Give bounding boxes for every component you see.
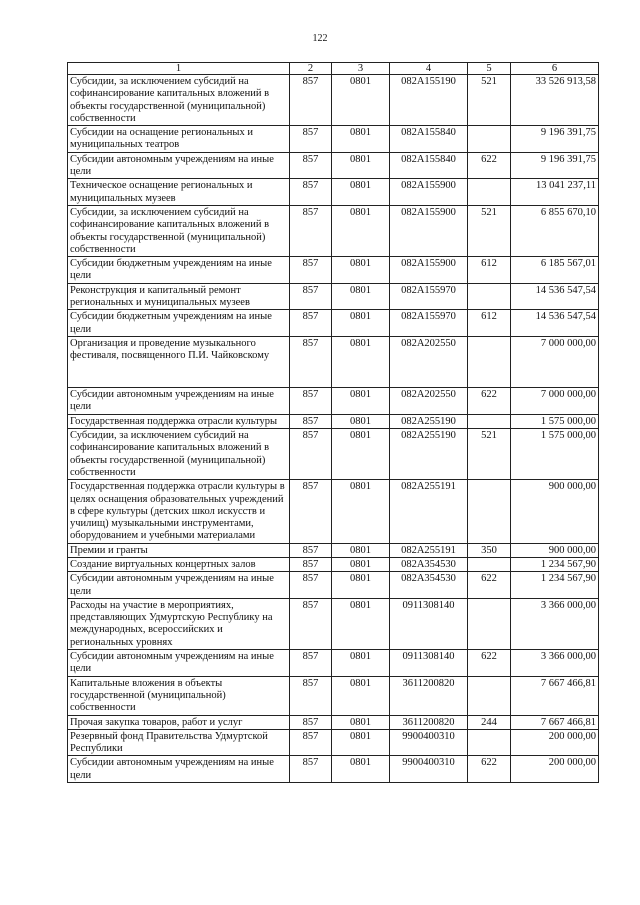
- section-code-cell: 0801: [332, 557, 390, 571]
- expense-name-cell: Капитальные вложения в объекты государственной (муниципальной) собственности: [68, 676, 290, 715]
- expense-name-cell: Премии и гранты: [68, 543, 290, 557]
- section-code-cell: 0801: [332, 543, 390, 557]
- expense-type-cell: 244: [468, 715, 511, 729]
- expense-name-cell: Субсидии автономным учреждениям на иные цели: [68, 756, 290, 783]
- target-article-cell: 082A202550: [390, 388, 468, 415]
- department-code-cell: 857: [290, 480, 332, 543]
- department-code-cell: 857: [290, 572, 332, 599]
- expense-type-cell: 622: [468, 572, 511, 599]
- expense-name-cell: Резервный фонд Правительства Удмуртской Республики: [68, 729, 290, 756]
- amount-cell: 3 366 000,00: [511, 598, 599, 649]
- department-code-cell: 857: [290, 414, 332, 428]
- table-row: [68, 650, 599, 677]
- amount-cell: 14 536 547,54: [511, 283, 599, 310]
- table-row: [68, 414, 599, 428]
- expense-type-cell: 622: [468, 152, 511, 179]
- amount-cell: 7 667 466,81: [511, 676, 599, 715]
- expense-type-cell: 521: [468, 429, 511, 480]
- table-row: [68, 572, 599, 599]
- department-code-cell: 857: [290, 715, 332, 729]
- section-code-cell: 0801: [332, 429, 390, 480]
- target-article-cell: 0911308140: [390, 598, 468, 649]
- table-row: [68, 543, 599, 557]
- amount-cell: 9 196 391,75: [511, 152, 599, 179]
- expense-name-cell: Организация и проведение музыкального фестиваля, посвященного П.И. Чайковскому: [68, 336, 290, 387]
- department-code-cell: 857: [290, 729, 332, 756]
- amount-cell: 900 000,00: [511, 543, 599, 557]
- section-code-cell: 0801: [332, 283, 390, 310]
- expense-type-cell: [468, 283, 511, 310]
- department-code-cell: 857: [290, 257, 332, 284]
- target-article-cell: 082A255191: [390, 480, 468, 543]
- table-row: [68, 388, 599, 415]
- table-row: [68, 283, 599, 310]
- column-header-5: 5: [468, 63, 511, 75]
- target-article-cell: 0911308140: [390, 650, 468, 677]
- department-code-cell: 857: [290, 557, 332, 571]
- target-article-cell: 3611200820: [390, 676, 468, 715]
- section-code-cell: 0801: [332, 598, 390, 649]
- expense-name-cell: Субсидии бюджетным учреждениям на иные цели: [68, 257, 290, 284]
- amount-cell: 1 575 000,00: [511, 429, 599, 480]
- table-row: [68, 715, 599, 729]
- amount-cell: 200 000,00: [511, 756, 599, 783]
- expense-name-cell: Расходы на участие в мероприятиях, представляющих Удмуртскую Республику на международных, всероссийских и региональных уровнях: [68, 598, 290, 649]
- section-code-cell: 0801: [332, 310, 390, 337]
- page-number: 122: [312, 33, 328, 44]
- expense-type-cell: 612: [468, 310, 511, 337]
- expense-type-cell: [468, 336, 511, 387]
- amount-cell: 1 234 567,90: [511, 572, 599, 599]
- expense-name-cell: Техническое оснащение региональных и муниципальных музеев: [68, 179, 290, 206]
- section-code-cell: 0801: [332, 756, 390, 783]
- department-code-cell: 857: [290, 205, 332, 256]
- table-row: [68, 557, 599, 571]
- target-article-cell: 082A155970: [390, 310, 468, 337]
- expense-type-cell: 622: [468, 650, 511, 677]
- department-code-cell: 857: [290, 429, 332, 480]
- budget-table: [67, 62, 599, 783]
- column-header-6: 6: [511, 63, 599, 75]
- column-header-2: 2: [290, 63, 332, 75]
- table-row: [68, 756, 599, 783]
- department-code-cell: 857: [290, 756, 332, 783]
- expense-name-cell: Субсидии автономным учреждениям на иные цели: [68, 572, 290, 599]
- expense-type-cell: 350: [468, 543, 511, 557]
- target-article-cell: 082A155900: [390, 205, 468, 256]
- target-article-cell: 082A255191: [390, 543, 468, 557]
- column-header-1: 1: [68, 63, 290, 75]
- expense-name-cell: Субсидии бюджетным учреждениям на иные цели: [68, 310, 290, 337]
- table-row: [68, 480, 599, 543]
- expense-name-cell: Создание виртуальных концертных залов: [68, 557, 290, 571]
- amount-cell: 33 526 913,58: [511, 75, 599, 126]
- section-code-cell: 0801: [332, 729, 390, 756]
- section-code-cell: 0801: [332, 152, 390, 179]
- expense-type-cell: 622: [468, 756, 511, 783]
- target-article-cell: 082A354530: [390, 557, 468, 571]
- section-code-cell: 0801: [332, 388, 390, 415]
- expense-name-cell: Прочая закупка товаров, работ и услуг: [68, 715, 290, 729]
- table-row: [68, 729, 599, 756]
- expense-name-cell: Субсидии на оснащение региональных и муниципальных театров: [68, 126, 290, 153]
- target-article-cell: 082A155840: [390, 152, 468, 179]
- department-code-cell: 857: [290, 179, 332, 206]
- section-code-cell: 0801: [332, 650, 390, 677]
- section-code-cell: 0801: [332, 676, 390, 715]
- amount-cell: 7 667 466,81: [511, 715, 599, 729]
- table-row: [68, 310, 599, 337]
- department-code-cell: 857: [290, 126, 332, 153]
- table-header-row: [68, 63, 599, 75]
- department-code-cell: 857: [290, 283, 332, 310]
- expense-name-cell: Государственная поддержка отрасли культуры: [68, 414, 290, 428]
- expense-name-cell: Субсидии, за исключением субсидий на софинансирование капитальных вложений в объекты государственной (муниципальной) собственности: [68, 205, 290, 256]
- expense-type-cell: [468, 676, 511, 715]
- department-code-cell: 857: [290, 336, 332, 387]
- section-code-cell: 0801: [332, 126, 390, 153]
- expense-type-cell: 612: [468, 257, 511, 284]
- target-article-cell: 082A354530: [390, 572, 468, 599]
- section-code-cell: 0801: [332, 257, 390, 284]
- department-code-cell: 857: [290, 75, 332, 126]
- amount-cell: 6 185 567,01: [511, 257, 599, 284]
- amount-cell: 900 000,00: [511, 480, 599, 543]
- table-row: [68, 205, 599, 256]
- table-row: [68, 152, 599, 179]
- expense-type-cell: 521: [468, 205, 511, 256]
- amount-cell: 7 000 000,00: [511, 388, 599, 415]
- department-code-cell: 857: [290, 152, 332, 179]
- amount-cell: 200 000,00: [511, 729, 599, 756]
- expense-name-cell: Субсидии автономным учреждениям на иные цели: [68, 388, 290, 415]
- expense-name-cell: Субсидии, за исключением субсидий на софинансирование капитальных вложений в объекты государственной (муниципальной) собственности: [68, 429, 290, 480]
- target-article-cell: 082A155840: [390, 126, 468, 153]
- table-row: [68, 676, 599, 715]
- department-code-cell: 857: [290, 388, 332, 415]
- section-code-cell: 0801: [332, 480, 390, 543]
- column-header-3: 3: [332, 63, 390, 75]
- expense-name-cell: Субсидии автономным учреждениям на иные цели: [68, 152, 290, 179]
- amount-cell: 7 000 000,00: [511, 336, 599, 387]
- expense-type-cell: 622: [468, 388, 511, 415]
- expense-type-cell: 521: [468, 75, 511, 126]
- amount-cell: 9 196 391,75: [511, 126, 599, 153]
- expense-name-cell: Реконструкция и капитальный ремонт региональных и муниципальных музеев: [68, 283, 290, 310]
- expense-name-cell: Субсидии автономным учреждениям на иные цели: [68, 650, 290, 677]
- column-header-4: 4: [390, 63, 468, 75]
- amount-cell: 6 855 670,10: [511, 205, 599, 256]
- expense-type-cell: [468, 598, 511, 649]
- section-code-cell: 0801: [332, 572, 390, 599]
- target-article-cell: 082A255190: [390, 414, 468, 428]
- department-code-cell: 857: [290, 310, 332, 337]
- expense-type-cell: [468, 729, 511, 756]
- section-code-cell: 0801: [332, 715, 390, 729]
- expense-type-cell: [468, 557, 511, 571]
- table-row: [68, 336, 599, 387]
- section-code-cell: 0801: [332, 179, 390, 206]
- target-article-cell: 082A155190: [390, 75, 468, 126]
- department-code-cell: 857: [290, 650, 332, 677]
- table-row: [68, 598, 599, 649]
- amount-cell: 1 575 000,00: [511, 414, 599, 428]
- amount-cell: 13 041 237,11: [511, 179, 599, 206]
- expense-type-cell: [468, 414, 511, 428]
- expense-type-cell: [468, 126, 511, 153]
- target-article-cell: 082A155970: [390, 283, 468, 310]
- department-code-cell: 857: [290, 598, 332, 649]
- table-row: [68, 179, 599, 206]
- section-code-cell: 0801: [332, 414, 390, 428]
- table-row: [68, 429, 599, 480]
- table-row: [68, 126, 599, 153]
- target-article-cell: 3611200820: [390, 715, 468, 729]
- expense-type-cell: [468, 480, 511, 543]
- amount-cell: 3 366 000,00: [511, 650, 599, 677]
- section-code-cell: 0801: [332, 205, 390, 256]
- expense-type-cell: [468, 179, 511, 206]
- section-code-cell: 0801: [332, 75, 390, 126]
- department-code-cell: 857: [290, 543, 332, 557]
- table-body: [68, 75, 599, 783]
- department-code-cell: 857: [290, 676, 332, 715]
- amount-cell: 1 234 567,90: [511, 557, 599, 571]
- target-article-cell: 9900400310: [390, 756, 468, 783]
- target-article-cell: 082A155900: [390, 257, 468, 284]
- table-row: [68, 257, 599, 284]
- expense-name-cell: Субсидии, за исключением субсидий на софинансирование капитальных вложений в объекты государственной (муниципальной) собственности: [68, 75, 290, 126]
- table-row: [68, 75, 599, 126]
- target-article-cell: 082A202550: [390, 336, 468, 387]
- amount-cell: 14 536 547,54: [511, 310, 599, 337]
- target-article-cell: 082A155900: [390, 179, 468, 206]
- section-code-cell: 0801: [332, 336, 390, 387]
- target-article-cell: 082A255190: [390, 429, 468, 480]
- expense-name-cell: Государственная поддержка отрасли культуры в целях оснащения образовательных учреждений в сфере культуры (детских школ искусств и училищ) музыкальными инструментами, оборудованием и учебными материалами: [68, 480, 290, 543]
- target-article-cell: 9900400310: [390, 729, 468, 756]
